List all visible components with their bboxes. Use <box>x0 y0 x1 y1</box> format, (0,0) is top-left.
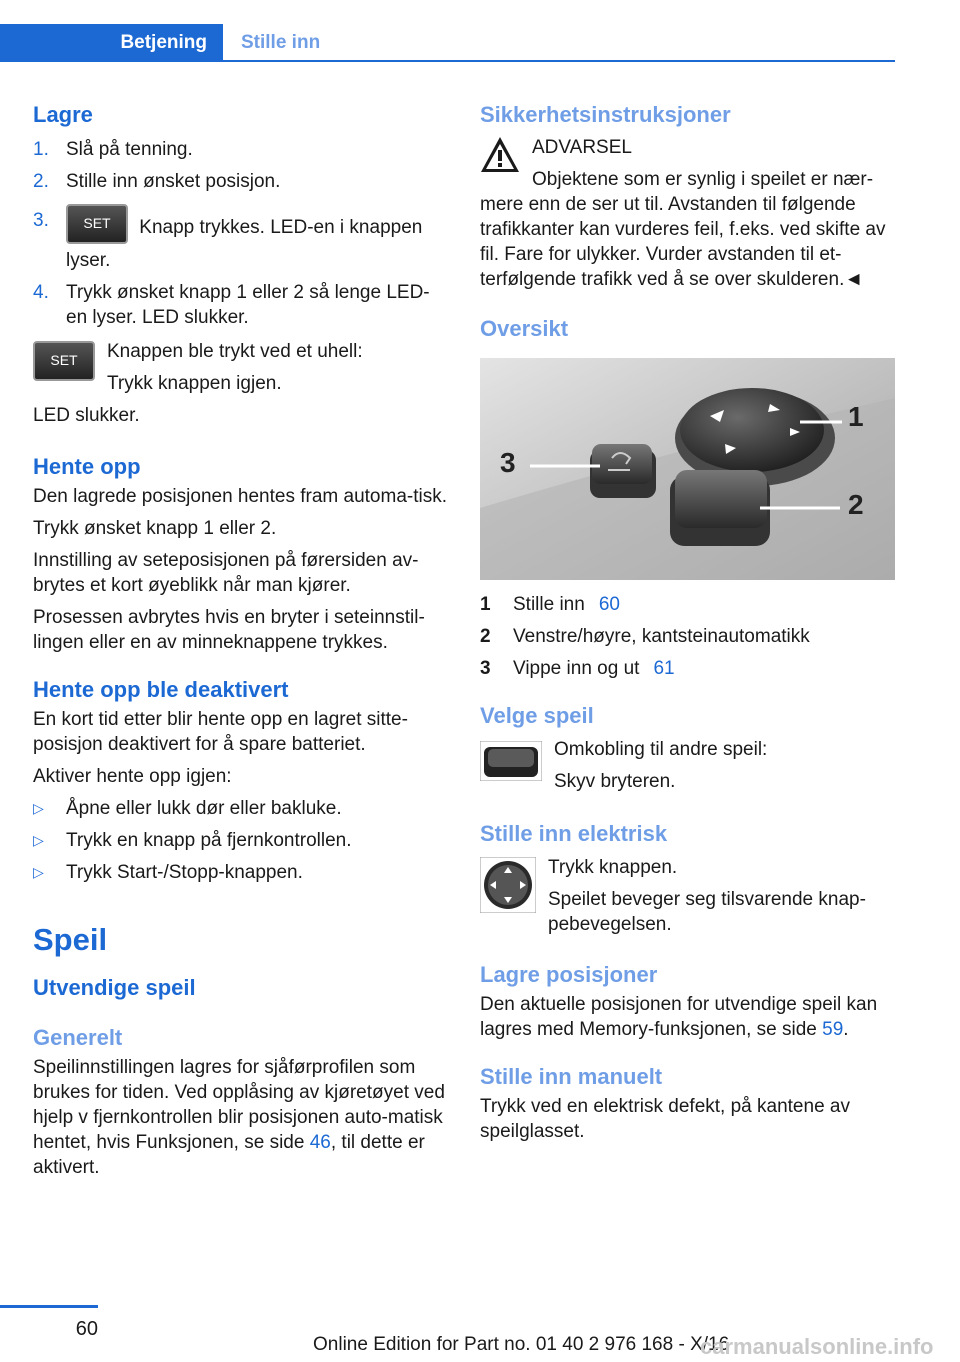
left-column: Lagre 1. Slå på tenning. 2. Stille inn ønsket posisjon. 3. SET Knapp trykkes. LED-en i knappen lyser. 4. Trykk ønsket knapp 1 eller 2 så lenge LED-en lyser. LED slukker. SET Knappen ble trykt ved et uhell: Trykk knappen igjen. LED slukker. Hente opp Den lagrede posisjonen hentes fram automa-tisk. Trykk ønsket knapp 1 eller 2. Innstilling av seteposisjonen på førersiden av-brytes et kort øyeblikk når man kjører. Prosessen avbrytes hvis en bryter i seteinnstil-lingen eller en av minneknappene trykkes. Hente opp ble deaktivert En kort tid etter blir hente opp en lagret sitte-posisjon deaktivert for å spare batteriet. Aktiver hente opp igjen: ▷ Åpne eller lukk dør eller bakluke. ▷ Trykk en knapp på fjernkontrollen. ▷ Trykk Start-/Stopp-knappen. Speil Utvendige speil Generelt Speilinnstillingen lagres for sjåførprofilen som brukes for tiden. Ved opplåsing av kjøretøyet ved hjelp v fjernkontrollen blir posisjonen auto-matisk hentet, hvis Funksjonen, se side 46, til dette er aktivert. <box>33 102 448 1178</box>
deaktivert-heading: Hente opp ble deaktivert <box>33 677 289 702</box>
velge-speil-heading: Velge speil <box>480 703 594 728</box>
page-link-59[interactable]: 59 <box>822 1019 844 1040</box>
list-item: 2. Stille inn ønsket posisjon. <box>33 171 281 192</box>
triangle-bullet-icon: ▷ <box>33 800 44 816</box>
list-item: ▷ Åpne eller lukk dør eller bakluke. <box>33 798 342 819</box>
lagre-posisjoner-paragraph: Den aktuelle posisjonen for utvendige speil kan lagres med Memory-funksjonen, se side 59. <box>480 994 878 1040</box>
generelt-heading: Generelt <box>33 1025 123 1050</box>
sikkerhet-heading: Sikkerhetsinstruksjoner <box>480 102 731 127</box>
legend-item: 3 Vippe inn og ut 61 <box>480 658 675 679</box>
triangle-bullet-icon: ▷ <box>33 864 44 880</box>
mirror-control-photo <box>480 358 895 580</box>
oversikt-heading: Oversikt <box>480 316 569 341</box>
lagre-heading: Lagre <box>33 102 93 127</box>
legend-item: 2 Venstre/høyre, kantsteinautomatikk <box>480 626 810 647</box>
photo-label-3: 3 <box>500 447 516 478</box>
edition-footer: Online Edition for Part no. 01 40 2 976 168 - X/16 <box>313 1334 730 1355</box>
watermark: carmanualsonline.info <box>700 1334 934 1359</box>
photo-label-1: 1 <box>848 401 864 432</box>
accident-note: SET Knappen ble trykt ved et uhell: Trykk knappen igjen. <box>33 339 448 403</box>
stille-inn-manuelt-heading: Stille inn manuelt <box>480 1064 663 1089</box>
list-item: ▷ Trykk en knapp på fjernkontrollen. <box>33 830 352 851</box>
legend-item: 1 Stille inn 60 <box>480 594 620 615</box>
tab-stille-inn[interactable]: Stille inn <box>241 32 321 53</box>
lagre-posisjoner-heading: Lagre posisjoner <box>480 962 658 987</box>
warning-triangle-icon <box>480 135 520 175</box>
hente-heading: Hente opp <box>33 454 141 479</box>
page-header <box>0 24 895 62</box>
footer-rule <box>0 1305 98 1308</box>
advarsel-label: ADVARSEL <box>532 137 632 158</box>
photo-label-2: 2 <box>848 489 864 520</box>
list-item: ▷ Trykk Start-/Stopp-knappen. <box>33 862 303 883</box>
page-link-60[interactable]: 60 <box>598 594 620 615</box>
stille-inn-elektrisk-heading: Stille inn elektrisk <box>480 821 668 846</box>
speil-heading: Speil <box>33 922 108 957</box>
list-item: 3. SET Knapp trykkes. LED-en i knappen lyser. <box>33 208 448 273</box>
list-item: 4. Trykk ønsket knapp 1 eller 2 så lenge LED-en lyser. LED slukker. <box>33 282 430 328</box>
mirror-selector-switch-icon <box>480 741 542 781</box>
triangle-bullet-icon: ▷ <box>33 832 44 848</box>
warning-block: ADVARSEL Objektene som er synlig i speilet er nær- <box>480 135 895 192</box>
velge-speil-block: Omkobling til andre speil: Skyv bryteren. <box>480 737 895 801</box>
page-link-61[interactable]: 61 <box>653 658 675 679</box>
set-button-icon: SET <box>66 204 128 244</box>
utvendige-speil-heading: Utvendige speil <box>33 975 196 1000</box>
page-number: 60 <box>75 1318 98 1340</box>
generelt-paragraph: Speilinnstillingen lagres for sjåførprofilen som brukes for tiden. Ved opplåsing av kjøretøyet ved hjelp v fjernkontrollen blir posisjonen auto-matisk hentet, hvis Funksjonen, se side 46, til dette er aktivert. <box>33 1057 445 1178</box>
set-button-icon: SET <box>33 341 95 381</box>
right-column: Sikkerhetsinstruksjoner ADVARSEL Objektene som er synlig i speilet er nær- mere enn de ser ut til. Avstanden til følgende trafikkanter kan vurderes feil, f.eks. ved skifte av fil. Fare for ulykker. Vurder avstanden til et-terfølgende trafikk ved å se over skulderen.◄ Oversikt 1 2 3 1 Stille inn 60 2 Venstre/høyre, kantsteinautomatikk 3 Vippe inn og ut 61 Velge speil Omkobling til andre speil: Skyv bryteren. Stille inn elektrisk Trykk knappen. Speilet beveger seg tilsvarende knap-pebevegelsen. Lagre posisjoner Den aktuelle posisjonen for utvendige speil kan lagres med Memory-funksjonen, se side 59. Stille inn manuelt Trykk ved en elektrisk defekt, på kantene av speilglasset. <box>480 100 895 1144</box>
mirror-adjust-knob-icon <box>480 857 536 913</box>
mirror-switch-illustration <box>480 358 895 580</box>
list-item: 1. Slå på tenning. <box>33 139 193 160</box>
elektrisk-block: Trykk knappen. Speilet beveger seg tilsvarende knap-pebevegelsen. <box>480 855 895 944</box>
tab-betjening[interactable]: Betjening <box>0 24 223 62</box>
page-link-46[interactable]: 46 <box>309 1132 331 1153</box>
